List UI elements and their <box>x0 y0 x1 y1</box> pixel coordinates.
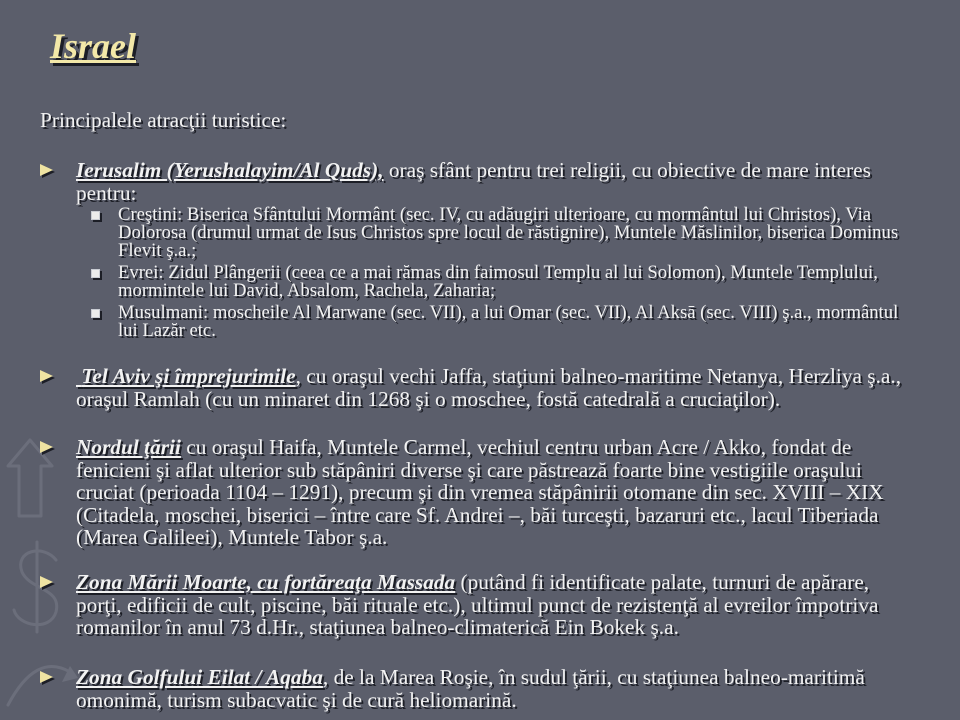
bullet-ierusalim <box>76 159 908 204</box>
sub-bullet-crestini <box>118 206 913 260</box>
sub-bullet-evrei <box>118 264 913 300</box>
arrow-pointer-icon <box>40 671 55 685</box>
bullet-heading: Ierusalim (Yerushalayim/Al Quds), <box>76 158 384 182</box>
bullet-text <box>76 436 908 549</box>
arrow-pointer-icon <box>40 370 55 384</box>
bullet-golful-eilat <box>76 666 908 711</box>
arrow-pointer-icon <box>40 164 55 178</box>
bullet-heading: Zona Mării Moarte, cu fortăreaţa Massada <box>76 570 456 594</box>
sub-bullet-text: Creştini: Biserica Sfântului Mormânt (sec. IV, cu adăugiri ulterioare, cu mormântul lui Christos), Via Dolorosa (drumul urmat de Isus Christos spre locul de răstignire), Muntele Măslinilor, biserica Dominus Flevit ş.a.; <box>118 204 899 261</box>
bullet-text <box>76 159 908 204</box>
bullet-text <box>76 666 908 711</box>
bullet-text <box>76 365 908 410</box>
arrow-pointer-icon <box>40 576 55 590</box>
arrow-pointer-icon <box>40 441 55 455</box>
bullet-tel-aviv <box>76 365 908 410</box>
bullet-description: , de la Marea Roşie, în sudul ţării, cu staţiunea balneo-maritimă omonimă, turism subacvatic şi de cură heliomarină. <box>76 665 871 712</box>
bullet-text <box>76 571 908 639</box>
intro-text: Principalele atracţii turistice: <box>40 108 287 132</box>
sub-bullet-musulmani <box>118 304 913 340</box>
square-bullet-icon <box>91 211 100 220</box>
bullet-description: oraş sfânt pentru trei religii, cu obiective de mare interes pentru: <box>76 158 877 205</box>
sub-bullet-text: Musulmani: moscheile Al Marwane (sec. VII), a lui Omar (sec. VII), Al Aksā (sec. VIII) ş.a., mormântul lui Lazăr etc. <box>118 302 899 341</box>
bullet-description: , cu oraşul vechi Jaffa, staţiuni balneo-maritime Netanya, Herzliya ş.a., oraşul Ramlah (cu un minaret din 1268 şi o moschee, fostă catedrală a cruciaţilor). <box>76 364 907 411</box>
square-bullet-icon <box>91 269 100 278</box>
slide-title: Israel <box>50 26 137 66</box>
bullet-description: (putând fi identificate palate, turnuri de apărare, porţi, edificii de cult, piscine, băi rituale etc.), ultimul punct de rezistenţă al evreilor împotriva romanilor în anul 73 d.Hr., staţiunea balneo-climaterică Ein Bokek ş.a. <box>76 570 884 639</box>
sub-bullet-text: Evrei: Zidul Plângerii (ceea ce a mai rămas din faimosul Templu al lui Solomon), Muntele Templului, mormintele lui David, Absalom, Rachela, Zaharia; <box>118 262 878 301</box>
bullet-marea-moarta <box>76 571 908 639</box>
bullet-heading: Nordul ţării <box>76 435 181 459</box>
bullet-description: cu oraşul Haifa, Muntele Carmel, vechiul centru urban Acre / Akko, fondat de fenicieni şi aflat ulterior sub stăpâniri diverse şi care păstrează foarte bine vestigiile oraşului cruciat (perioada 1104 – 1291), precum şi din vremea stăpânirii otomane din sec. XVIII – XIX (Citadela, moschei, biserici – între care Sf. Andrei –, băi turceşti, bazaruri etc., lacul Tiberiada (Marea Galileei), Muntele Tabor ş.a. <box>76 435 889 549</box>
bullet-nordul-tarii <box>76 436 908 549</box>
watermark-curved-arrow-icon <box>8 667 70 705</box>
bullet-heading: Tel Aviv şi împrejurimile <box>76 364 296 388</box>
bullet-heading: Zona Golfului Eilat / Aqaba <box>76 665 323 689</box>
square-bullet-icon <box>91 309 100 318</box>
